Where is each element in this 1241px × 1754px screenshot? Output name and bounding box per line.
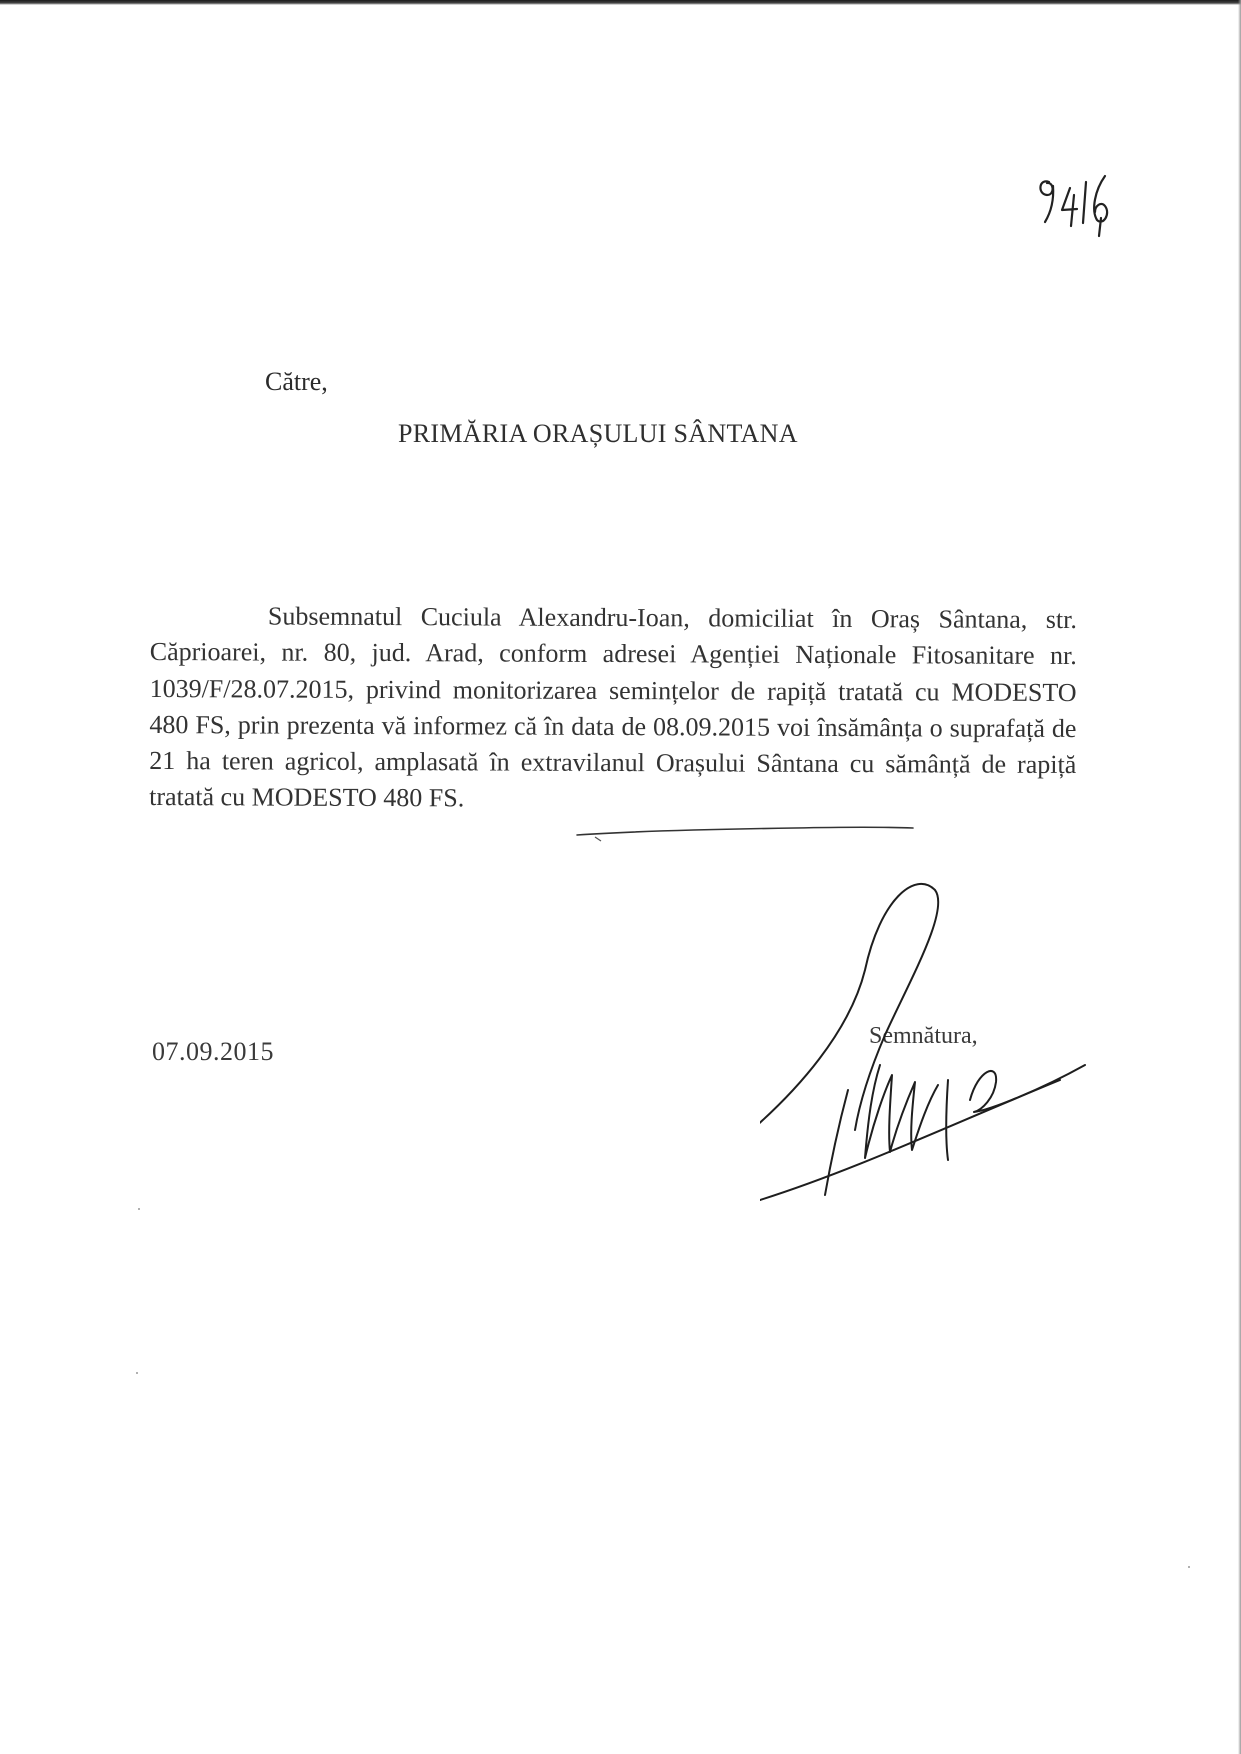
scan-speck xyxy=(1188,1566,1190,1568)
body-paragraph: Subsemnatul Cuciula Alexandru-Ioan, domiciliat în Oraș Sântana, str. Căprioarei, nr. 80, jud. Arad, conform adresei Agenției Naționale Fitosanitare nr. 1039/F/28.07.2015, privind monitorizarea semințelor de rapiță tratată cu MODESTO 480 FS, prin prezenta vă informez că în data de 08.09.2015 voi însămânța o suprafață de 21 ha teren agricol, amplasată în extravilanul Orașului Sântana cu sămânță de rapiță tratată cu MODESTO 480 FS. xyxy=(149,601,1077,813)
scan-speck xyxy=(136,1372,138,1374)
document-date: 07.09.2015 xyxy=(152,1037,274,1066)
handwritten-registration-number xyxy=(1035,168,1130,240)
recipient-institution: PRIMĂRIA ORAȘULUI SÂNTANA xyxy=(398,419,798,448)
signature-label: Semnătura, xyxy=(869,1023,978,1049)
scan-edge-top xyxy=(0,0,1241,5)
scan-speck xyxy=(138,1208,140,1210)
handwritten-signature xyxy=(760,870,1220,1210)
salutation: Către, xyxy=(265,367,328,396)
pen-underline xyxy=(575,815,915,845)
